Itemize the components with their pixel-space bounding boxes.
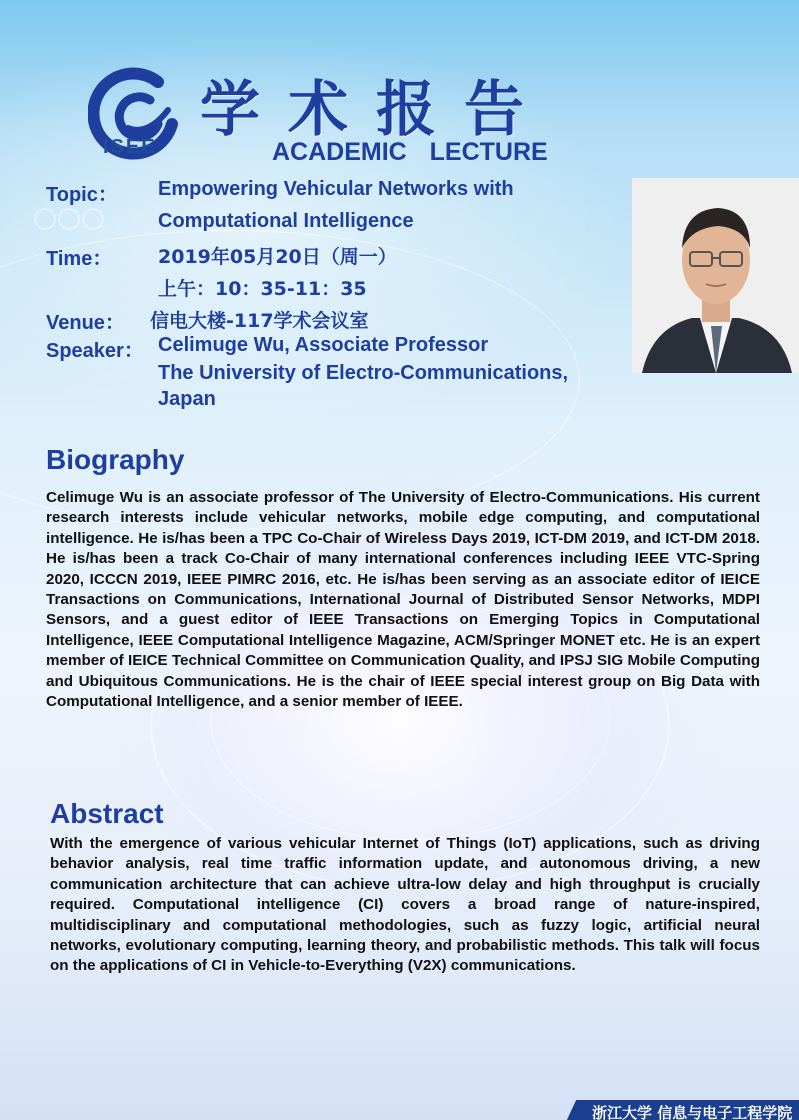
speaker-affiliation: The University of Electro-Communications, [158,362,569,384]
speaker-portrait-icon [632,178,799,373]
time-row [46,242,606,274]
speaker-row-continued [46,388,606,414]
abstract-title: Abstract [50,798,164,829]
topic-row-continued [46,210,606,242]
abstract-text: With the emergence of various vehicular Internet of Things (IoT) applications, such as driving behavior analysis, real time traffic information update, and autonomous driving, a new communication architecture that can achieve ultra-low delay and high throughput is crucially required. Computational intelligence (CI) covers a broad range of nature-inspired, multidisciplinary and computational methodologies, such as fuzzy logic, artificial neural networks, evolutionary computing, learning theory, and probabilistic methods. This talk will focus on the applications of CI in Vehicle-to-Everything (V2X) communications. [50,835,760,975]
time-label: Time： [46,248,113,270]
topic-row [46,178,606,210]
logo-text: ISEE [103,136,157,158]
speaker-row-continued [46,362,606,388]
venue-label: Venue： [46,312,125,334]
page-title-english: ACADEMIC LECTURE [272,138,548,166]
biography-title: Biography [46,444,185,475]
speaker-label: Speaker： [46,340,144,362]
time-date: 2019年05月20日（周一） [158,246,397,268]
speaker-country: Japan [158,388,216,410]
time-hours: 上午：10：35-11：35 [158,278,367,300]
venue-row [46,306,606,334]
lecture-info [46,178,606,414]
speaker-row [46,334,606,362]
biography-text: Celimuge Wu is an associate professor of The University of Electro-Communications. His current research interests include vehicular networks, mobile edge computing, and computational intelligence. He is/has been a TPC Co-Chair of Wireless Days 2019, ICT-DM 2019, and ICT-DM 2018. He is/has been a track Co-Chair of many international conferences including IEEE VTC-Spring 2020, ICCCN 2019, IEEE PIMRC 2016, etc. He is/has been serving as an associate editor of IEICE Transactions on Communications, International Journal of Distributed Sensor Networks, MDPI Sensors, and a guest editor of IEEE Transactions on Emerging Topics in Computational Intelligence, IEEE Computational Intelligence Magazine, ACM/Springer MONET etc. He is an expert member of IEICE Technical Committee on Communication Quality, and IPSJ SIG Mobile Computing and Ubiquitous Communications. He is the chair of IEEE special interest group on Big Data with Computational Intelligence, and a senior member of IEEE. [46,489,760,711]
time-row-continued [46,274,606,306]
venue-value: 信电大楼-117学术会议室 [150,310,369,332]
footer-text: 浙江大学 信息与电子工程学院 [592,1104,793,1120]
topic-value: Empowering Vehicular Networks with [158,178,514,200]
topic-label: Topic： [46,184,118,206]
topic-value-continued: Computational Intelligence [158,210,414,232]
speaker-name: Celimuge Wu, Associate Professor [158,334,489,356]
page-title-chinese: 学术报告 [200,75,552,145]
speaker-photo [632,178,799,373]
